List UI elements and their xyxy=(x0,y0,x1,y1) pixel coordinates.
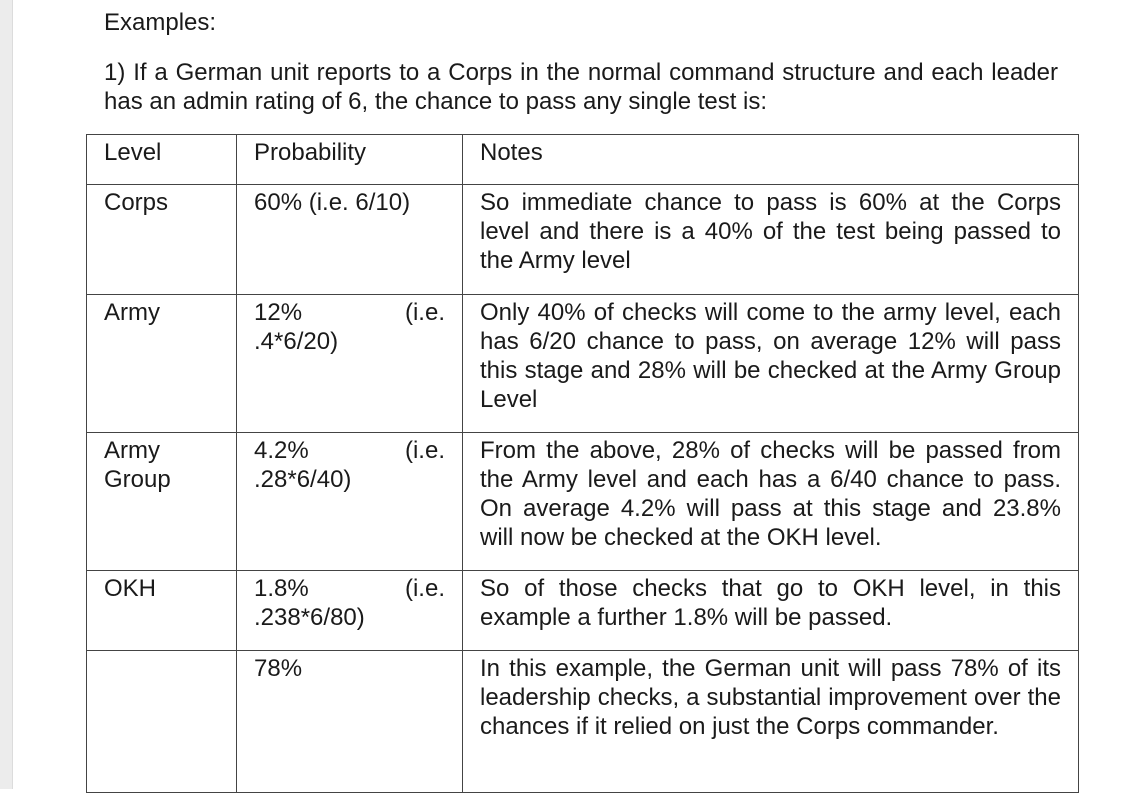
notes-cell: From the above, 28% of checks will be passed from the Army level and each has a 6/40 chance to pass. On average 4.2% will pass at this stage and 23.8% will now be checked at the OKH level. xyxy=(463,433,1079,571)
probability-cell: 78% xyxy=(237,651,463,793)
probability-value: 1.8% xyxy=(254,575,309,602)
probability-cell xyxy=(237,433,463,571)
level-cell: Army xyxy=(87,295,237,433)
example-intro-text: 1) If a German unit reports to a Corps in the normal command structure and each leader has an admin rating of 6, the chance to pass any single test is: xyxy=(104,59,1058,115)
table-row xyxy=(87,433,1079,571)
notes-cell: So of those checks that go to OKH level, in this example a further 1.8% will be passed. xyxy=(463,571,1079,651)
table-row-total xyxy=(87,651,1079,793)
header-probability: Probability xyxy=(237,135,463,185)
level-cell-empty xyxy=(87,651,237,793)
header-level: Level xyxy=(87,135,237,185)
level-cell: Army Group xyxy=(87,433,237,571)
notes-cell: So immediate chance to pass is 60% at the Corps level and there is a 40% of the test being passed to the Army level xyxy=(463,185,1079,295)
examples-heading: Examples: xyxy=(104,9,217,36)
table-row xyxy=(87,571,1079,651)
probability-formula: .28*6/40) xyxy=(254,466,352,493)
table-row xyxy=(87,295,1079,433)
probability-table xyxy=(86,134,1079,793)
probability-formula: .4*6/20) xyxy=(254,328,339,355)
probability-formula: .238*6/80) xyxy=(254,604,365,631)
probability-prefix: (i.e. xyxy=(404,575,445,602)
level-cell: Corps xyxy=(87,185,237,295)
level-cell: OKH xyxy=(87,571,237,651)
header-notes: Notes xyxy=(463,135,1079,185)
probability-cell xyxy=(237,571,463,651)
table-header-row xyxy=(87,135,1079,185)
probability-value: 4.2% xyxy=(254,437,309,464)
probability-value: 12% xyxy=(254,299,303,326)
probability-prefix: (i.e. xyxy=(404,299,445,326)
probability-prefix: (i.e. xyxy=(404,437,445,464)
probability-cell: 60% (i.e. 6/10) xyxy=(237,185,463,295)
notes-cell: Only 40% of checks will come to the army level, each has 6/20 chance to pass, on average 12% will pass this stage and 28% will be checked at the Army Group Level xyxy=(463,295,1079,433)
page-edge xyxy=(0,0,13,789)
probability-cell xyxy=(237,295,463,433)
table-row xyxy=(87,185,1079,295)
notes-cell: In this example, the German unit will pass 78% of its leadership checks, a substantial improvement over the chances if it relied on just the Corps commander. xyxy=(463,651,1079,793)
